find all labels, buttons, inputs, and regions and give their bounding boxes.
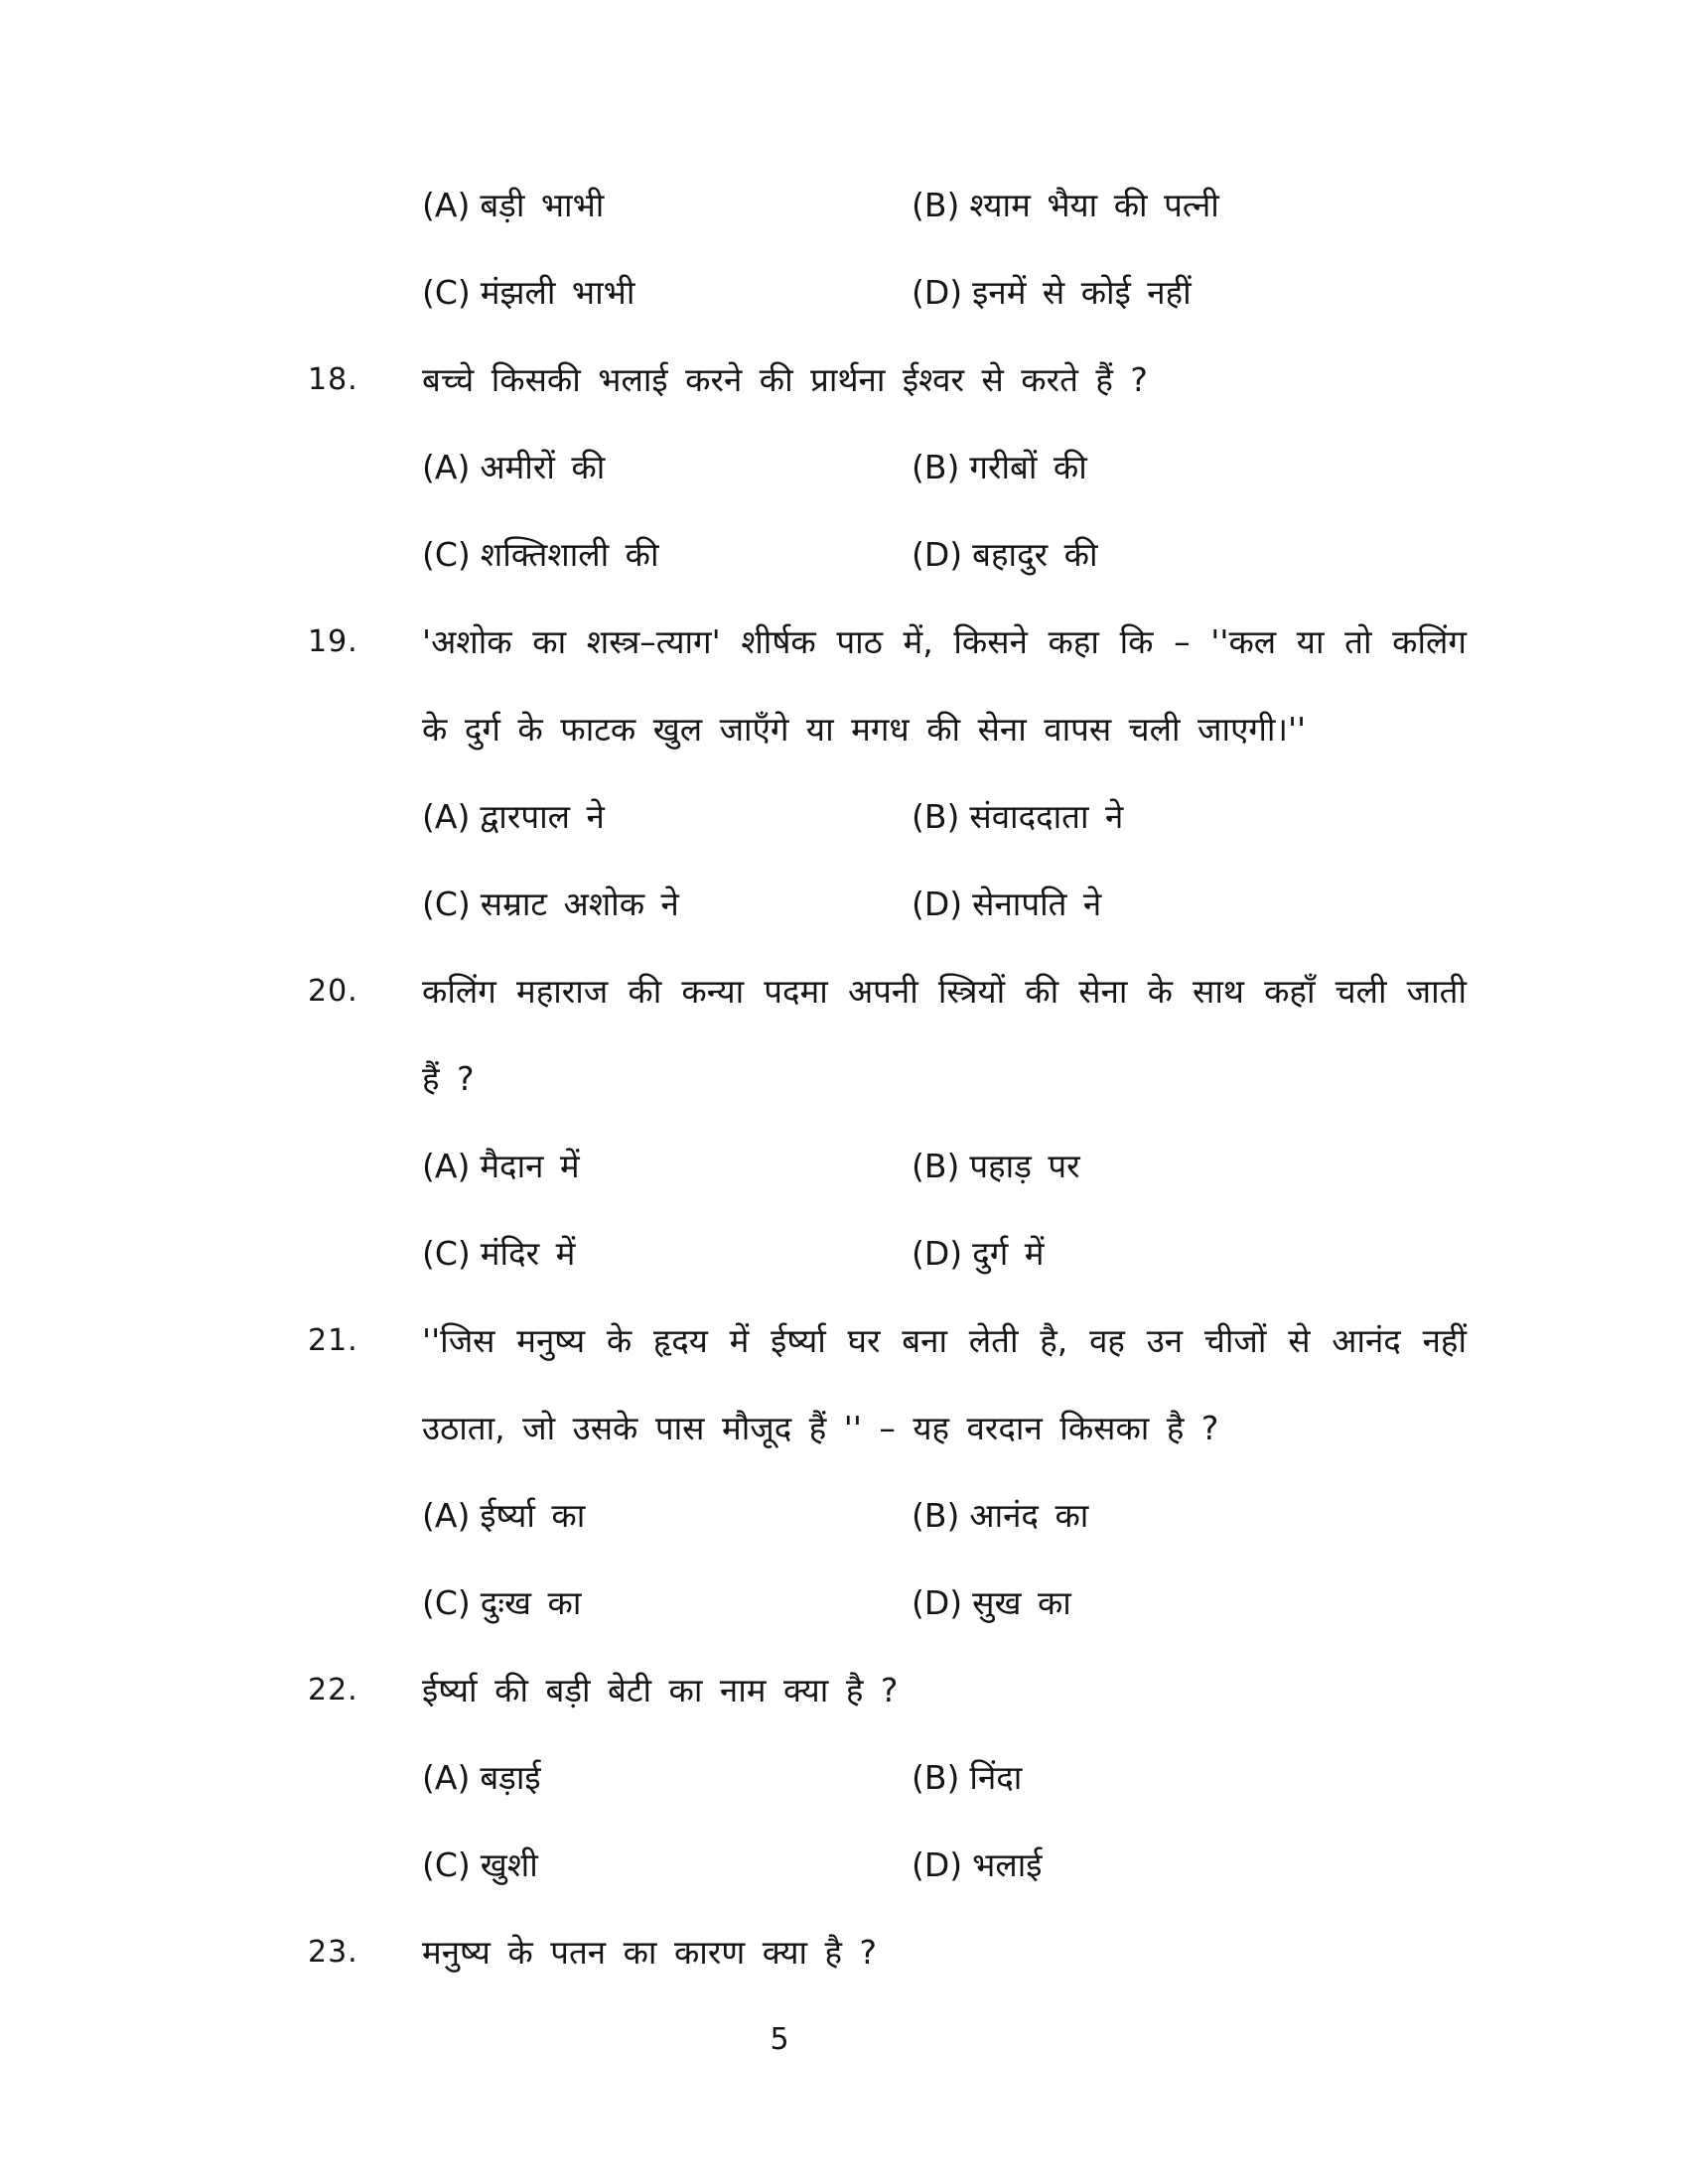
option-text: अमीरों की — [480, 448, 606, 486]
option-text: खुशी — [480, 1845, 538, 1884]
option-label: (B) — [912, 1147, 960, 1185]
option-label: (D) — [912, 885, 963, 923]
option-label: (B) — [912, 448, 960, 486]
option-c — [422, 861, 912, 948]
option-text: दुर्ग में — [972, 1234, 1045, 1273]
question-row — [308, 599, 1529, 773]
option-c — [422, 1822, 912, 1909]
option-row — [308, 249, 1529, 337]
option-d — [912, 511, 1529, 599]
option-label: (C) — [422, 885, 471, 923]
option-text: आनंद का — [969, 1496, 1089, 1535]
footer — [0, 1996, 1529, 2088]
option-text: सुख का — [972, 1583, 1071, 1622]
option-row — [308, 773, 1529, 861]
option-c — [422, 511, 912, 599]
option-text: ईर्ष्या का — [480, 1496, 586, 1535]
question-number: 22. — [308, 1673, 358, 1707]
option-text: सम्राट अशोक ने — [480, 885, 679, 923]
option-c — [422, 249, 912, 337]
question-20 — [308, 948, 1529, 1297]
option-row — [308, 162, 1529, 249]
option-c — [422, 1210, 912, 1297]
option-label: (A) — [422, 1758, 471, 1797]
option-text: दुःख का — [480, 1583, 582, 1622]
question-text: बच्चे किसकी भलाई करने की प्रार्थना ईश्वर से करते हैं ? — [422, 360, 1148, 399]
question-row — [308, 1909, 1529, 1996]
option-label: (B) — [912, 1496, 960, 1535]
option-label: (A) — [422, 448, 471, 486]
option-c — [422, 1560, 912, 1647]
option-b — [912, 424, 1529, 511]
option-a — [422, 773, 912, 861]
option-label: (D) — [912, 535, 963, 574]
option-b — [912, 1123, 1529, 1210]
option-label: (B) — [912, 1758, 960, 1797]
option-text: बड़ी भाभी — [480, 186, 605, 224]
question-text: ईर्ष्या की बड़ी बेटी का नाम क्या है ? — [422, 1671, 899, 1709]
option-label: (A) — [422, 1147, 471, 1185]
option-label: (D) — [912, 1234, 963, 1273]
question-18 — [308, 337, 1529, 599]
question-21 — [308, 1297, 1529, 1647]
option-row — [308, 511, 1529, 599]
option-row — [308, 1210, 1529, 1297]
option-a — [422, 1734, 912, 1822]
option-b — [912, 1734, 1529, 1822]
option-a — [422, 1123, 912, 1210]
option-text: बहादुर की — [972, 535, 1098, 574]
option-text: निंदा — [969, 1758, 1023, 1797]
option-text: बड़ाई — [480, 1758, 541, 1797]
option-text: पहाड़ पर — [969, 1147, 1080, 1185]
option-text: भलाई — [972, 1845, 1043, 1884]
option-row — [308, 1560, 1529, 1647]
question-row — [308, 337, 1529, 424]
question-23 — [308, 1909, 1529, 1996]
option-text: इनमें से कोई नहीं — [972, 273, 1192, 312]
option-label: (B) — [912, 186, 960, 224]
question-text: कलिंग महाराज की कन्या पदमा अपनी स्त्रियों की सेना के साथ कहाँ चली जाती हैं ? — [422, 972, 1467, 1098]
option-b — [912, 162, 1529, 249]
option-text: संवाददाता ने — [969, 797, 1124, 836]
option-text: सेनापति ने — [972, 885, 1102, 923]
page-number: 5 — [770, 2022, 789, 2057]
option-row — [308, 424, 1529, 511]
option-row — [308, 1734, 1529, 1822]
option-label: (C) — [422, 1583, 471, 1622]
option-label: (A) — [422, 186, 471, 224]
question-text: ''जिस मनुष्य के हृदय में ईर्ष्या घर बना लेती है, वह उन चीजों से आनंद नहीं उठाता, जो उसके पास मौजूद हैं '' – यह वरदान किसका है ? — [422, 1321, 1467, 1447]
option-text: गरीबों की — [969, 448, 1087, 486]
option-text: द्वारपाल ने — [480, 797, 605, 836]
option-d — [912, 1560, 1529, 1647]
option-text: मैदान में — [480, 1147, 580, 1185]
option-row — [308, 1472, 1529, 1560]
option-label: (C) — [422, 1234, 471, 1273]
option-label: (C) — [422, 535, 471, 574]
question-17-options — [308, 162, 1529, 337]
question-row — [308, 1297, 1529, 1472]
option-text: श्याम भैया की पत्नी — [969, 186, 1219, 224]
option-row — [308, 861, 1529, 948]
option-label: (D) — [912, 1845, 963, 1884]
option-label: (A) — [422, 797, 471, 836]
option-row — [308, 1822, 1529, 1909]
option-text: मंदिर में — [480, 1234, 576, 1273]
option-d — [912, 1822, 1529, 1909]
option-label: (D) — [912, 273, 963, 312]
option-label: (C) — [422, 273, 471, 312]
option-label: (B) — [912, 797, 960, 836]
option-d — [912, 249, 1529, 337]
option-d — [912, 861, 1529, 948]
option-text: शक्तिशाली की — [480, 535, 659, 574]
question-22 — [308, 1647, 1529, 1909]
question-number: 19. — [308, 624, 358, 659]
option-a — [422, 162, 912, 249]
option-a — [422, 1472, 912, 1560]
question-text: मनुष्य के पतन का कारण क्या है ? — [422, 1933, 878, 1972]
question-number: 23. — [308, 1935, 358, 1970]
option-a — [422, 424, 912, 511]
option-label: (C) — [422, 1845, 471, 1884]
question-row — [308, 948, 1529, 1123]
option-d — [912, 1210, 1529, 1297]
option-b — [912, 1472, 1529, 1560]
option-text: मंझली भाभी — [480, 273, 635, 312]
question-row — [308, 1647, 1529, 1734]
question-number: 20. — [308, 974, 358, 1009]
question-number: 18. — [308, 362, 358, 397]
question-19 — [308, 599, 1529, 948]
option-label: (D) — [912, 1583, 963, 1622]
option-b — [912, 773, 1529, 861]
option-row — [308, 1123, 1529, 1210]
question-number: 21. — [308, 1323, 358, 1358]
question-text: 'अशोक का शस्त्र–त्याग' शीर्षक पाठ में, किसने कहा कि – ''कल या तो कलिंग के दुर्ग के फाटक खुल जाएँगे या मगध की सेना वापस चली जाएगी।'' — [422, 622, 1467, 749]
option-label: (A) — [422, 1496, 471, 1535]
